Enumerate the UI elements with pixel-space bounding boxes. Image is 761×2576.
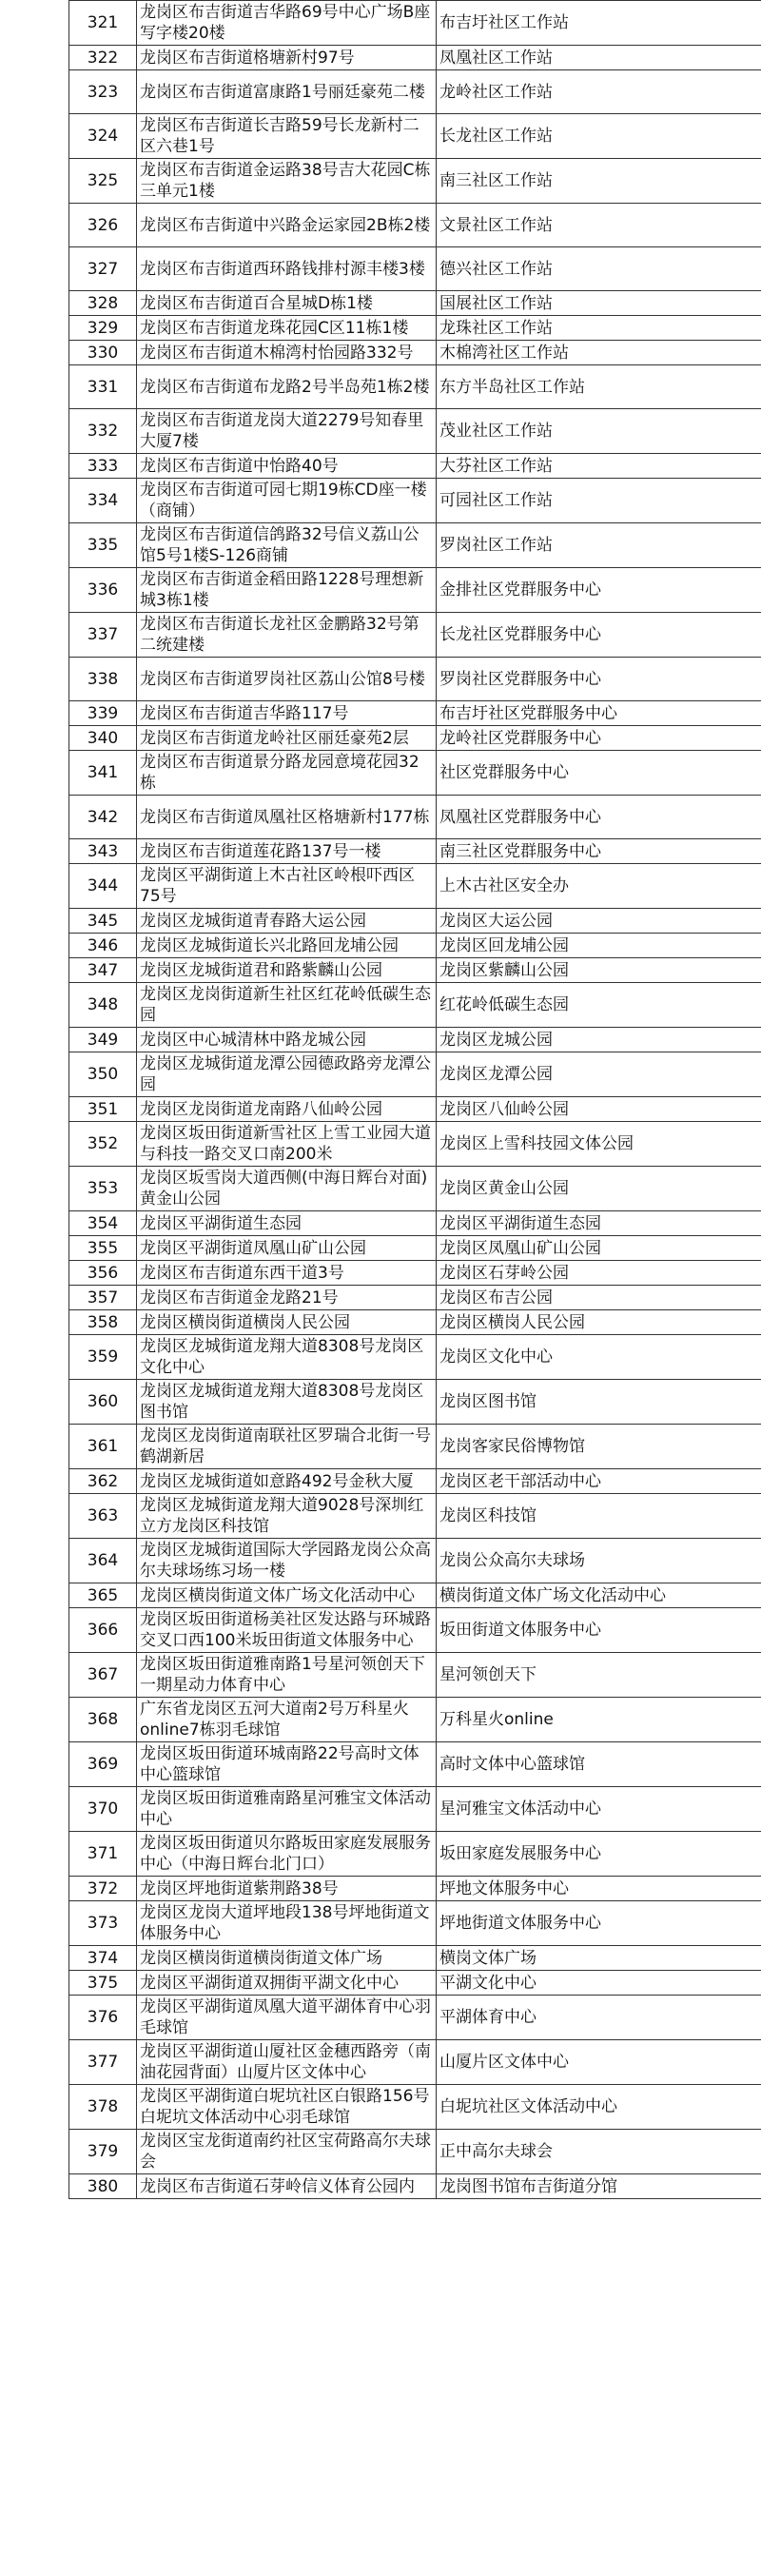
address-cell: 龙岗区坂雪岗大道西侧(中海日辉台对面)黄金山公园 [137,1167,437,1211]
address-cell: 龙岗区龙城街道龙潭公园德政路旁龙潭公园 [137,1052,437,1097]
address-cell: 龙岗区中心城清林中路龙城公园 [137,1028,437,1052]
address-cell: 龙岗区布吉街道东西干道3号 [137,1261,437,1286]
unit-cell: 龙岗区龙城公园 [437,1028,761,1052]
address-cell: 龙岗区布吉街道西环路钱排村源丰楼3楼 [137,247,437,291]
row-number: 332 [69,409,137,454]
table-row [69,1211,761,1236]
address-cell: 龙岗区布吉街道木棉湾村怡园路332号 [137,341,437,365]
unit-cell: 红花岭低碳生态园 [437,983,761,1028]
table-row [69,1167,761,1211]
address-cell: 龙岗区龙城街道国际大学园路龙岗公众高尔夫球场练习场一楼 [137,1539,437,1583]
address-cell: 龙岗区布吉街道吉华路117号 [137,701,437,726]
address-cell: 龙岗区坂田街道雅南路星河雅宝文体活动中心 [137,1787,437,1832]
unit-cell: 德兴社区工作站 [437,247,761,291]
table-row [69,1698,761,1742]
row-number: 354 [69,1211,137,1236]
address-cell: 龙岗区龙城街道青春路大运公园 [137,909,437,934]
row-number: 361 [69,1425,137,1469]
address-cell: 龙岗区龙岗街道南联社区罗瑞合北街一号鹤湖新居 [137,1425,437,1469]
row-number: 323 [69,70,137,114]
unit-cell: 龙岗区横岗人民公园 [437,1310,761,1335]
unit-cell: 星河领创天下 [437,1653,761,1698]
unit-cell: 龙岭社区工作站 [437,70,761,114]
address-cell: 龙岗区坂田街道贝尔路坂田家庭发展服务中心（中海日辉台北门口） [137,1832,437,1877]
table-row [69,1261,761,1286]
unit-cell: 龙岗区紫麟山公园 [437,958,761,983]
row-number: 331 [69,365,137,409]
unit-cell: 长龙社区党群服务中心 [437,613,761,658]
address-cell: 龙岗区布吉街道莲花路137号一楼 [137,839,437,864]
row-number: 377 [69,2040,137,2085]
row-number: 369 [69,1742,137,1787]
table-row [69,114,761,159]
unit-cell: 平湖文化中心 [437,1971,761,1996]
unit-cell: 凤凰社区党群服务中心 [437,796,761,839]
unit-cell: 可园社区工作站 [437,479,761,523]
address-cell: 龙岗区平湖街道白坭坑社区白银路156号白坭坑文体活动中心羽毛球馆 [137,2085,437,2130]
address-cell: 龙岗区平湖街道凤凰山矿山公园 [137,1236,437,1261]
row-number: 358 [69,1310,137,1335]
unit-cell: 龙岗区龙潭公园 [437,1052,761,1097]
address-cell: 龙岗区龙城街道龙翔大道8308号龙岗区图书馆 [137,1380,437,1425]
table-row [69,70,761,114]
table-row [69,1608,761,1653]
row-number: 322 [69,46,137,70]
unit-cell: 龙岗区布吉公园 [437,1286,761,1310]
address-table [68,0,761,2199]
row-number: 330 [69,341,137,365]
row-number: 371 [69,1832,137,1877]
row-number: 327 [69,247,137,291]
unit-cell: 白坭坑社区文体活动中心 [437,2085,761,2130]
table-row [69,934,761,958]
unit-cell: 龙岗区凤凰山矿山公园 [437,1236,761,1261]
row-number: 375 [69,1971,137,1996]
row-number: 370 [69,1787,137,1832]
unit-cell: 国展社区工作站 [437,291,761,316]
row-number: 378 [69,2085,137,2130]
row-number: 342 [69,796,137,839]
row-number: 349 [69,1028,137,1052]
address-cell: 龙岗区平湖街道生态园 [137,1211,437,1236]
unit-cell: 龙岗图书馆布吉街道分馆 [437,2174,761,2199]
row-number: 337 [69,613,137,658]
address-cell: 龙岗区平湖街道凤凰大道平湖体育中心羽毛球馆 [137,1996,437,2040]
address-cell: 龙岗区平湖街道山厦社区金穗西路旁（南油花园背面）山厦片区文体中心 [137,2040,437,2085]
address-cell: 龙岗区龙城街道长兴北路回龙埔公园 [137,934,437,958]
row-number: 326 [69,204,137,247]
unit-cell: 龙岗客家民俗博物馆 [437,1425,761,1469]
table-row [69,1286,761,1310]
unit-cell: 凤凰社区工作站 [437,46,761,70]
table-row [69,1742,761,1787]
row-number: 372 [69,1877,137,1901]
address-cell: 龙岗区布吉街道金龙路21号 [137,1286,437,1310]
address-cell: 龙岗区龙岗街道新生社区红花岭低碳生态园 [137,983,437,1028]
unit-cell: 茂业社区工作站 [437,409,761,454]
address-cell: 龙岗区坪地街道紫荆路38号 [137,1877,437,1901]
table-row [69,1425,761,1469]
unit-cell: 横岗街道文体广场文化活动中心 [437,1583,761,1608]
row-number: 324 [69,114,137,159]
unit-cell: 龙岗区科技馆 [437,1494,761,1539]
row-number: 367 [69,1653,137,1698]
row-number: 344 [69,864,137,909]
row-number: 355 [69,1236,137,1261]
address-cell: 龙岗区布吉街道百合星城D栋1楼 [137,291,437,316]
table-row [69,1832,761,1877]
table-row [69,1310,761,1335]
address-cell: 龙岗区龙岗街道龙南路八仙岭公园 [137,1097,437,1122]
row-number: 362 [69,1469,137,1494]
row-number: 380 [69,2174,137,2199]
unit-cell: 龙岗区图书馆 [437,1380,761,1425]
address-cell: 广东省龙岗区五河大道南2号万科星火online7栋羽毛球馆 [137,1698,437,1742]
table-row [69,1877,761,1901]
address-cell: 龙岗区布吉街道富康路1号丽廷豪苑二楼 [137,70,437,114]
unit-cell: 上木古社区安全办 [437,864,761,909]
address-cell: 龙岗区坂田街道雅南路1号星河领创天下一期星动力体育中心 [137,1653,437,1698]
table-row [69,523,761,568]
unit-cell: 龙岗区平湖街道生态园 [437,1211,761,1236]
unit-cell: 大芬社区工作站 [437,454,761,479]
row-number: 376 [69,1996,137,2040]
row-number: 345 [69,909,137,934]
table-row [69,1335,761,1380]
table-row [69,2174,761,2199]
address-cell: 龙岗区龙城街道龙翔大道8308号龙岗区文化中心 [137,1335,437,1380]
unit-cell: 龙岗区大运公园 [437,909,761,934]
table-row [69,1469,761,1494]
unit-cell: 罗岗社区工作站 [437,523,761,568]
table-row [69,726,761,751]
address-cell: 龙岗区布吉街道龙珠花园C区11栋1楼 [137,316,437,341]
address-cell: 龙岗区横岗街道文体广场文化活动中心 [137,1583,437,1608]
table-row [69,568,761,613]
address-cell: 龙岗区布吉街道中兴路金运家园2B栋2楼 [137,204,437,247]
address-cell: 龙岗区布吉街道布龙路2号半岛苑1栋2楼 [137,365,437,409]
row-number: 365 [69,1583,137,1608]
table-row [69,751,761,796]
address-cell: 龙岗区坂田街道环城南路22号高时文体中心篮球馆 [137,1742,437,1787]
unit-cell: 龙岗区老干部活动中心 [437,1469,761,1494]
address-cell: 龙岗区布吉街道罗岗社区荔山公馆8号楼 [137,658,437,701]
unit-cell: 龙岗公众高尔夫球场 [437,1539,761,1583]
unit-cell: 坪地街道文体服务中心 [437,1901,761,1946]
address-cell: 龙岗区布吉街道可园七期19栋CD座一楼（商铺） [137,479,437,523]
unit-cell: 山厦片区文体中心 [437,2040,761,2085]
row-number: 379 [69,2130,137,2174]
row-number: 350 [69,1052,137,1097]
address-cell: 龙岗区布吉街道中怡路40号 [137,454,437,479]
unit-cell: 社区党群服务中心 [437,751,761,796]
row-number: 336 [69,568,137,613]
table-row [69,796,761,839]
unit-cell: 罗岗社区党群服务中心 [437,658,761,701]
row-number: 328 [69,291,137,316]
table-row [69,1122,761,1167]
unit-cell: 龙岗区石芽岭公园 [437,1261,761,1286]
unit-cell: 东方半岛社区工作站 [437,365,761,409]
unit-cell: 金排社区党群服务中心 [437,568,761,613]
table-row [69,1028,761,1052]
row-number: 360 [69,1380,137,1425]
unit-cell: 南三社区党群服务中心 [437,839,761,864]
row-number: 363 [69,1494,137,1539]
row-number: 356 [69,1261,137,1286]
address-cell: 龙岗区龙城街道如意路492号金秋大厦 [137,1469,437,1494]
unit-cell: 龙岭社区党群服务中心 [437,726,761,751]
table-row [69,1901,761,1946]
row-number: 335 [69,523,137,568]
table-row [69,247,761,291]
address-cell: 龙岗区龙岗大道坪地段138号坪地街道文体服务中心 [137,1901,437,1946]
unit-cell: 高时文体中心篮球馆 [437,1742,761,1787]
unit-cell: 坪地文体服务中心 [437,1877,761,1901]
row-number: 359 [69,1335,137,1380]
row-number: 341 [69,751,137,796]
table-row [69,1052,761,1097]
address-cell: 龙岗区布吉街道金运路38号吉大花园C栋三单元1楼 [137,159,437,204]
table-row [69,365,761,409]
table-row [69,658,761,701]
unit-cell: 布吉圩社区工作站 [437,1,761,46]
table-row [69,1583,761,1608]
table-row [69,291,761,316]
table-row [69,864,761,909]
unit-cell: 星河雅宝文体活动中心 [437,1787,761,1832]
address-cell: 龙岗区龙城街道龙翔大道9028号深圳红立方龙岗区科技馆 [137,1494,437,1539]
table-row [69,1946,761,1971]
table-row [69,1494,761,1539]
table-row [69,1539,761,1583]
address-cell: 龙岗区布吉街道景分路龙园意境花园32栋 [137,751,437,796]
table-row [69,2040,761,2085]
table-row [69,479,761,523]
table-row [69,839,761,864]
table-row [69,316,761,341]
unit-cell: 正中高尔夫球会 [437,2130,761,2174]
address-cell: 龙岗区布吉街道凤凰社区格塘新村177栋 [137,796,437,839]
row-number: 366 [69,1608,137,1653]
address-cell: 龙岗区布吉街道格塘新村97号 [137,46,437,70]
row-number: 352 [69,1122,137,1167]
row-number: 333 [69,454,137,479]
table-row [69,1,761,46]
row-number: 338 [69,658,137,701]
row-number: 334 [69,479,137,523]
table-row [69,1996,761,2040]
address-cell: 龙岗区坂田街道新雪社区上雪工业园大道与科技一路交叉口南200米 [137,1122,437,1167]
table-row [69,1236,761,1261]
row-number: 339 [69,701,137,726]
address-cell: 龙岗区平湖街道上木古社区岭根吓西区75号 [137,864,437,909]
address-cell: 龙岗区布吉街道吉华路69号中心广场B座写字楼20楼 [137,1,437,46]
unit-cell: 木棉湾社区工作站 [437,341,761,365]
unit-cell: 坂田街道文体服务中心 [437,1608,761,1653]
address-cell: 龙岗区布吉街道石芽岭信义体育公园内 [137,2174,437,2199]
unit-cell: 万科星火online [437,1698,761,1742]
row-number: 340 [69,726,137,751]
table-row [69,613,761,658]
address-cell: 龙岗区布吉街道金稻田路1228号理想新城3栋1楼 [137,568,437,613]
table-row [69,1380,761,1425]
address-cell: 龙岗区坂田街道杨美社区发达路与环城路交叉口西100米坂田街道文体服务中心 [137,1608,437,1653]
row-number: 364 [69,1539,137,1583]
table-row [69,2085,761,2130]
table-row [69,46,761,70]
address-cell: 龙岗区宝龙街道南约社区宝荷路高尔夫球会 [137,2130,437,2174]
row-number: 329 [69,316,137,341]
row-number: 353 [69,1167,137,1211]
address-cell: 龙岗区平湖街道双拥街平湖文化中心 [137,1971,437,1996]
unit-cell: 龙珠社区工作站 [437,316,761,341]
unit-cell: 龙岗区回龙埔公园 [437,934,761,958]
table-row [69,409,761,454]
table-row [69,204,761,247]
row-number: 321 [69,1,137,46]
unit-cell: 平湖体育中心 [437,1996,761,2040]
table-row [69,1787,761,1832]
table-row [69,958,761,983]
unit-cell: 文景社区工作站 [437,204,761,247]
address-cell: 龙岗区布吉街道长龙社区金鹏路32号第二统建楼 [137,613,437,658]
unit-cell: 龙岗区文化中心 [437,1335,761,1380]
row-number: 343 [69,839,137,864]
address-cell: 龙岗区布吉街道龙岭社区丽廷豪苑2层 [137,726,437,751]
unit-cell: 坂田家庭发展服务中心 [437,1832,761,1877]
address-cell: 龙岗区横岗街道横岗街道文体广场 [137,1946,437,1971]
row-number: 368 [69,1698,137,1742]
address-cell: 龙岗区龙城街道君和路紫麟山公园 [137,958,437,983]
table-row [69,909,761,934]
unit-cell: 长龙社区工作站 [437,114,761,159]
table-row [69,341,761,365]
row-number: 374 [69,1946,137,1971]
unit-cell: 南三社区工作站 [437,159,761,204]
table-body [69,1,761,2199]
row-number: 346 [69,934,137,958]
table-row [69,159,761,204]
row-number: 325 [69,159,137,204]
table-row [69,701,761,726]
table-row [69,1971,761,1996]
table-row [69,454,761,479]
address-cell: 龙岗区布吉街道信鸽路32号信义荔山公馆5号1楼S-126商铺 [137,523,437,568]
row-number: 348 [69,983,137,1028]
row-number: 347 [69,958,137,983]
table-row [69,2130,761,2174]
table-row [69,1653,761,1698]
row-number: 357 [69,1286,137,1310]
unit-cell: 龙岗区八仙岭公园 [437,1097,761,1122]
address-cell: 龙岗区布吉街道龙岗大道2279号知春里大厦7楼 [137,409,437,454]
unit-cell: 横岗文体广场 [437,1946,761,1971]
address-cell: 龙岗区横岗街道横岗人民公园 [137,1310,437,1335]
unit-cell: 龙岗区上雪科技园文体公园 [437,1122,761,1167]
address-cell: 龙岗区布吉街道长吉路59号长龙新村二区六巷1号 [137,114,437,159]
row-number: 373 [69,1901,137,1946]
table-row [69,983,761,1028]
row-number: 351 [69,1097,137,1122]
table-row [69,1097,761,1122]
unit-cell: 布吉圩社区党群服务中心 [437,701,761,726]
unit-cell: 龙岗区黄金山公园 [437,1167,761,1211]
